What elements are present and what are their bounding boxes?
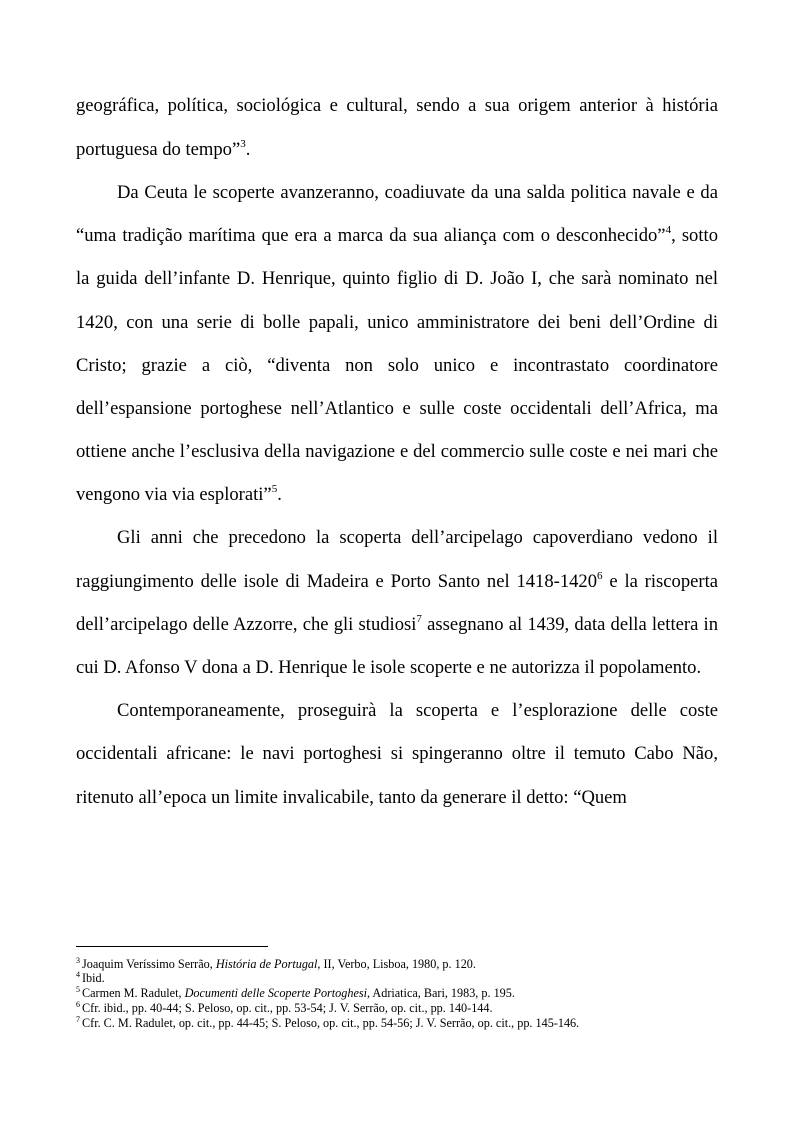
footnote-ref-4[interactable]: 4 — [665, 224, 672, 236]
body-line-3: Da Ceuta le scoperte avanzeranno, coadiuvate da una salda politica navale e da — [117, 182, 718, 203]
footnote-7: $^7$ Cfr. C. M. Radulet, op. cit., pp. 44-45; S. Peloso, op. cit., pp. 54-56; J. V. Serrão, op. cit., pp. 145-146. — [76, 1015, 580, 1030]
footnote-4: $^4$ Ibid. — [76, 970, 105, 985]
body-line-4: “uma tradição marítima que era a marca da sua aliança com o desconhecido”$^4$, sotto — [76, 224, 718, 246]
footnote-ref-3[interactable]: 3 — [240, 138, 246, 150]
body-line-5: la guida dell’infante D. Henrique, quinto figlio di D. João I, che sarà nominato nel — [76, 268, 718, 289]
body-line-16: occidentali africane: le navi portoghesi si spingeranno oltre il temuto Cabo Não, — [76, 743, 718, 764]
body-line-13: dell’arcipelago delle Azzorre, che gli studiosi$^7$ assegnano al 1439, data della lettera in — [76, 613, 719, 635]
footnote-6: $^6$ Cfr. ibid., pp. 40-44; S. Peloso, op. cit., pp. 53-54; J. V. Serrão, op. cit., pp. 140-144. — [76, 1000, 493, 1015]
footnote-3: $^3$ Joaquim Veríssimo Serrão, História de Portugal, II, Verbo, Lisboa, 1980, p. 120. — [76, 956, 476, 971]
footnote-ref-7[interactable]: 7 — [416, 613, 422, 625]
body-line-1: geográfica, política, sociológica e cultural, sendo a sua origem anterior à história — [76, 95, 718, 116]
body-line-15: Contemporaneamente, proseguirà la scoperta e l’esplorazione delle coste — [117, 700, 718, 721]
body-line-8: dell’espansione portoghese nell’Atlantico e sulle coste occidentali dell’Africa, ma — [76, 398, 718, 419]
body-line-7: Cristo; grazie a ciò, “diventa non solo unico e incontrastato coordinatore — [76, 355, 718, 376]
body-line-12: raggiungimento delle isole di Madeira e Porto Santo nel 1418-1420$^6$ e la riscoperta — [76, 570, 718, 592]
body-line-11: Gli anni che precedono la scoperta dell’arcipelago capoverdiano vedono il — [117, 527, 718, 548]
footnote-5: $^5$ Carmen M. Radulet, Documenti delle Scoperte Portoghesi, Adriatica, Bari, 1983, p. 195. — [76, 985, 515, 1000]
footnote-separator — [76, 946, 268, 947]
body-line-9: ottiene anche l’esclusiva della navigazione e del commercio sulle coste e nei mari che — [76, 441, 718, 462]
body-line-6: 1420, con una serie di bolle papali, unico amministratore dei beni dell’Ordine di — [76, 312, 718, 333]
footnote-ref-5[interactable]: 5 — [271, 483, 278, 495]
body-line-17: ritenuto all’epoca un limite invalicabile, tanto da generare il detto: “Quem — [76, 787, 627, 808]
footnote-ref-6[interactable]: 6 — [597, 570, 603, 582]
body-line-14: cui D. Afonso V dona a D. Henrique le isole scoperte e ne autorizza il popolamento. — [76, 657, 702, 678]
body-line-10: vengono via via esplorati”$^5$. — [76, 483, 282, 505]
body-line-2: portuguesa do tempo”$^3$. — [76, 138, 251, 160]
